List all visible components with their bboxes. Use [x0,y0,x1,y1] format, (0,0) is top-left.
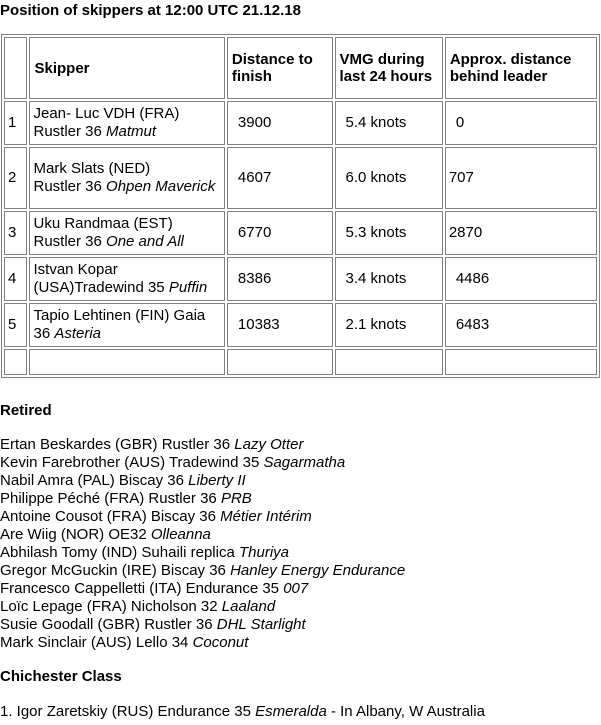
row-behind: 0 [445,101,597,145]
chichester-entry: 1. Igor Zaretskiy (RUS) Endurance 35 Esmeralda - In Albany, W Australia [0,703,485,720]
table-row-empty [4,349,597,375]
boat-name: Matmut [106,123,157,140]
row-distance: 8386 [227,257,333,301]
empty-cell [335,349,443,375]
table-row [4,147,597,209]
table-header-row [4,37,597,99]
row-distance: 3900 [227,101,333,145]
page-title: Position of skippers at 12:00 UTC 21.12.18 [0,2,301,19]
row-vmg: 6.0 knots [335,147,443,209]
skipper-name: Tapio Lehtinen (FIN) Gaia [33,307,206,324]
retired-heading: Retired [0,402,52,419]
list-item: Ertan Beskardes (GBR) Rustler 36 Lazy Otter [0,436,304,453]
row-skipper [29,303,224,347]
row-skipper [29,257,224,301]
list-item: Susie Goodall (GBR) Rustler 36 DHL Starlight [0,616,306,633]
row-behind: 707 [445,147,597,209]
empty-cell [445,349,597,375]
header-behind: Approx. distance behind leader [445,37,597,99]
row-vmg: 2.1 knots [335,303,443,347]
row-distance: 6770 [227,211,333,255]
row-skipper [29,147,224,209]
row-behind: 2870 [445,211,597,255]
retired-list [0,436,405,652]
table-row [4,257,597,301]
list-item: Kevin Farebrother (AUS) Tradewind 35 Sagarmatha [0,454,346,471]
header-skipper: Skipper [29,37,224,99]
empty-cell [227,349,333,375]
list-item: Mark Sinclair (AUS) Lello 34 Coconut [0,634,249,651]
list-item: Gregor McGuckin (IRE) Biscay 36 Hanley Energy Endurance [0,562,406,579]
row-num: 3 [4,211,27,255]
skipper-name: Jean- Luc VDH (FRA) [33,105,180,122]
table-row [4,303,597,347]
list-item: Francesco Cappelletti (ITA) Endurance 35 007 [0,580,309,597]
row-vmg: 5.4 knots [335,101,443,145]
list-item: Philippe Péché (FRA) Rustler 36 PRB [0,490,252,507]
boat-name: Puffin [168,279,208,296]
boat-name: One and All [106,233,184,250]
row-vmg: 5.3 knots [335,211,443,255]
list-item: Abhilash Tomy (IND) Suhaili replica Thuriya [0,544,290,561]
row-num: 2 [4,147,27,209]
chichester-heading: Chichester Class [0,668,122,685]
empty-cell [4,349,27,375]
row-num: 4 [4,257,27,301]
boat-name: Asteria [54,325,102,342]
skipper-name: Istvan Kopar [33,261,118,278]
empty-cell [29,349,224,375]
boat-class: Rustler 36 [33,233,107,250]
boat-class: (USA)Tradewind 35 [33,279,169,296]
list-item: Loïc Lepage (FRA) Nicholson 32 Laaland [0,598,276,615]
table-row [4,211,597,255]
boat-name: Ohpen Maverick [106,178,216,195]
row-skipper [29,211,224,255]
row-skipper [29,101,224,145]
skipper-name: Uku Randmaa (EST) [33,215,173,232]
header-distance: Distance to finish [227,37,333,99]
skipper-name: Mark Slats (NED) [33,160,151,177]
list-item: Antoine Cousot (FRA) Biscay 36 Métier Intérim [0,508,312,525]
header-num [4,37,27,99]
row-distance: 4607 [227,147,333,209]
table-row [4,101,597,145]
header-vmg: VMG during last 24 hours [335,37,443,99]
row-behind: 6483 [445,303,597,347]
row-num: 1 [4,101,27,145]
row-num: 5 [4,303,27,347]
boat-class: Rustler 36 [33,123,107,140]
row-behind: 4486 [445,257,597,301]
boat-class: 36 [33,325,55,342]
list-item: Are Wiig (NOR) OE32 Olleanna [0,526,211,543]
boat-class: Rustler 36 [33,178,107,195]
row-vmg: 3.4 knots [335,257,443,301]
list-item: Nabil Amra (PAL) Biscay 36 Liberty II [0,472,246,489]
row-distance: 10383 [227,303,333,347]
skippers-table [1,34,600,378]
